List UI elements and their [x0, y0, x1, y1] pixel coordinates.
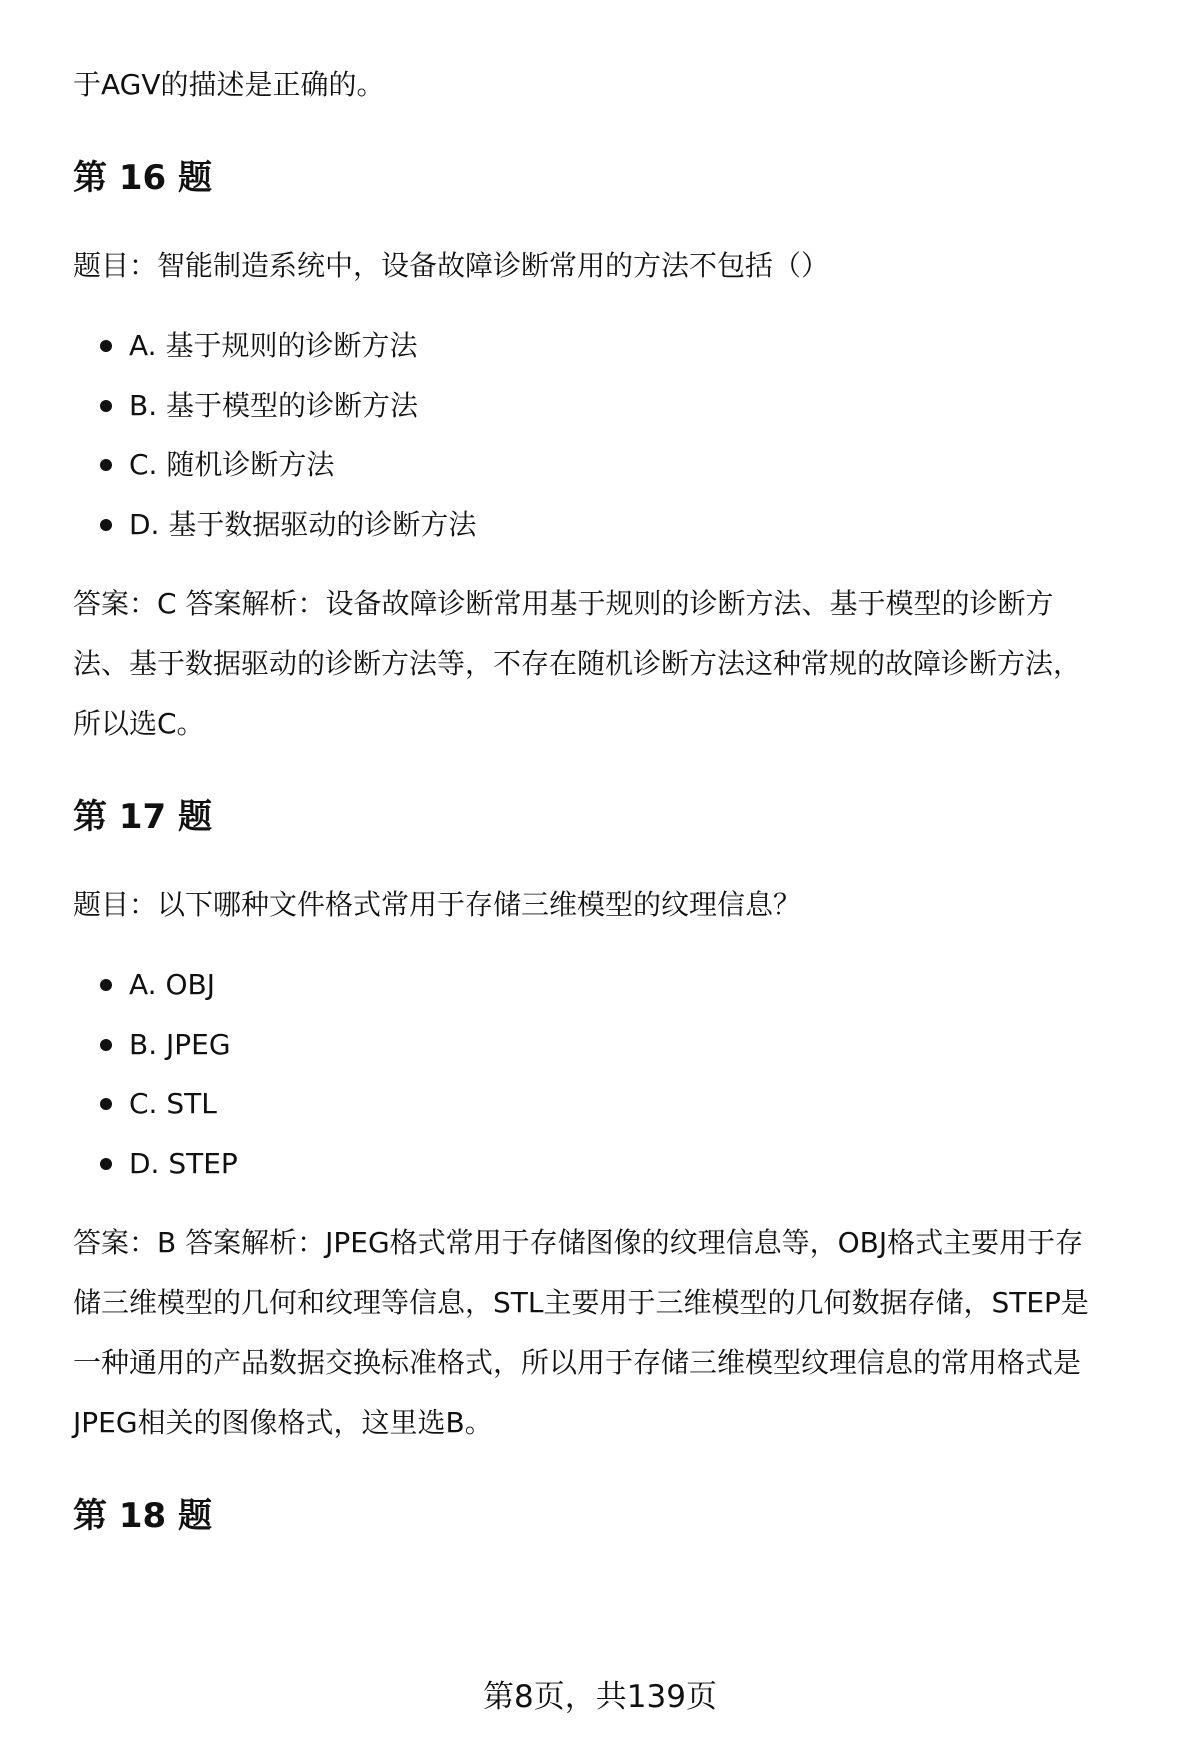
answer-line: 答案：C 答案解析：设备故障诊断常用基于规则的诊断方法、基于模型的诊断方: [73, 587, 1054, 620]
intro-text: 于AGV的描述是正确的。: [73, 68, 385, 101]
option-item: A. 基于规则的诊断方法: [73, 316, 1153, 376]
answer-line: 答案：B 答案解析：JPEG格式常用于存储图像的纹理信息等，OBJ格式主要用于存: [73, 1226, 1084, 1259]
option-item: D. 基于数据驱动的诊断方法: [73, 495, 1153, 555]
answer-explanation: [73, 574, 1153, 754]
option-item: B. JPEG: [73, 1015, 1153, 1075]
page-content: [73, 55, 1153, 1546]
bullet-icon: [100, 1098, 112, 1110]
question-prompt: 题目：智能制造系统中，设备故障诊断常用的方法不包括（）: [73, 249, 830, 282]
question-heading: 第 16 题: [73, 158, 212, 198]
bullet-icon: [100, 979, 112, 991]
question-heading: 第 18 题: [73, 1496, 212, 1536]
bullet-icon: [100, 519, 112, 531]
option-item: D. STEP: [73, 1134, 1153, 1194]
answer-line: JPEG相关的图像格式，这里选B。: [73, 1406, 493, 1439]
answer-line: 储三维模型的几何和纹理等信息，STL主要用于三维模型的几何数据存储，STEP是: [73, 1286, 1089, 1319]
bullet-icon: [100, 340, 112, 352]
answer-line: 所以选C。: [73, 707, 205, 740]
question-prompt: 题目：以下哪种文件格式常用于存储三维模型的纹理信息？: [73, 888, 802, 921]
page-number-footer: 第8页，共139页: [483, 1679, 717, 1715]
option-item: C. STL: [73, 1074, 1153, 1134]
question-heading: 第 17 题: [73, 797, 212, 837]
option-item: B. 基于模型的诊断方法: [73, 376, 1153, 436]
answer-explanation: [73, 1213, 1153, 1453]
bullet-icon: [100, 400, 112, 412]
bullet-icon: [100, 1158, 112, 1170]
answer-line: 一种通用的产品数据交换标准格式，所以用于存储三维模型纹理信息的常用格式是: [73, 1346, 1082, 1379]
answer-line: 法、基于数据驱动的诊断方法等，不存在随机诊断方法这种常规的故障诊断方法，: [73, 647, 1082, 680]
option-list: [73, 316, 1153, 554]
option-list: [73, 955, 1153, 1193]
bullet-icon: [100, 459, 112, 471]
option-item: A. OBJ: [73, 955, 1153, 1015]
option-item: C. 随机诊断方法: [73, 435, 1153, 495]
bullet-icon: [100, 1039, 112, 1051]
